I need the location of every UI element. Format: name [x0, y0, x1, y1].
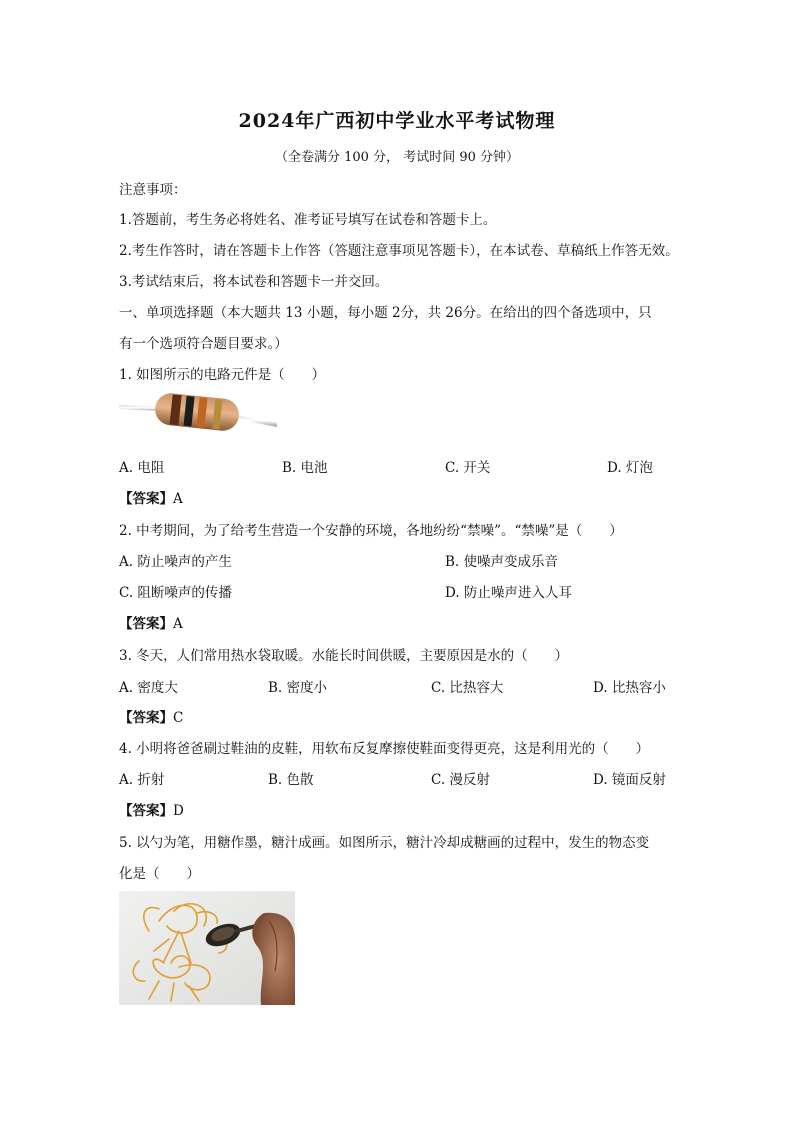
option-b: B. 色散	[268, 772, 314, 788]
question-stem: 2. 中考期间，为了给考生营造一个安静的环境，各地纷纷“禁噪”。“禁噪”是（ ）	[119, 523, 623, 539]
question-stem: 4. 小明将爸爸刷过鞋油的皮鞋，用软布反复摩擦使鞋面变得更亮，这是利用光的（ ）	[119, 741, 650, 757]
notes-item: 2.考生作答时，请在答题卡上作答（答题注意事项见答题卡），在本试卷、草稿纸上作答无效。	[119, 243, 679, 259]
option-a: A. 防止噪声的产生	[119, 554, 232, 570]
question-stem: 5. 以勺为笔，用糖作墨，糖汁成画。如图所示，糖汁冷却成糖画的过程中，发生的物态变	[119, 835, 650, 851]
sugar-painting-photo	[119, 891, 295, 1005]
answer-label: 【答案】	[119, 710, 173, 726]
section-heading-cont: 有一个选项符合题目要求。）	[119, 336, 288, 352]
option-d: D. 防止噪声进入人耳	[445, 585, 572, 601]
option-d: D. 比热容小	[593, 680, 666, 696]
option-d: D. 镜面反射	[593, 772, 666, 788]
option-c: C. 比热容大	[431, 680, 504, 696]
option-a: A. 折射	[119, 772, 165, 788]
answer-value: A	[173, 616, 183, 632]
answer-value: A	[173, 491, 183, 507]
answer-value: C	[173, 710, 184, 726]
answer-line	[119, 706, 183, 726]
option-c: C. 阻断噪声的传播	[119, 585, 232, 601]
answer-line	[119, 612, 183, 632]
answer-value: D	[173, 803, 184, 819]
option-c: C. 漫反射	[431, 772, 490, 788]
resistor-figure	[119, 390, 279, 434]
section-heading: 一、单项选择题（本大题共 13 小题，每小题 2分，共 26分。在给出的四个备选项中，只	[119, 305, 652, 321]
question-stem: 1. 如图所示的电路元件是（ ）	[119, 367, 326, 383]
option-a: A. 电阻	[119, 460, 165, 476]
question-stem-cont: 化是（ ）	[119, 866, 200, 882]
option-b: B. 使噪声变成乐音	[445, 554, 559, 570]
answer-label: 【答案】	[119, 491, 173, 507]
page-title: 2024年广西初中学业水平考试物理	[238, 110, 556, 132]
option-b: B. 密度小	[268, 680, 328, 696]
option-d: D. 灯泡	[607, 460, 653, 476]
notes-item: 3.考试结束后，将本试卷和答题卡一并交回。	[119, 274, 389, 290]
question-stem: 3. 冬天，人们常用热水袋取暖。水能长时间供暖，主要原因是水的（ ）	[119, 648, 569, 664]
option-a: A. 密度大	[119, 680, 178, 696]
page-subtitle: （全卷满分 100 分， 考试时间 90 分钟）	[274, 150, 520, 165]
answer-label: 【答案】	[119, 803, 173, 819]
option-c: C. 开关	[445, 460, 491, 476]
notes-item: 1.答题前，考生务必将姓名、准考证号填写在试卷和答题卡上。	[119, 212, 497, 228]
notes-heading: 注意事项：	[119, 182, 187, 198]
answer-line	[119, 487, 183, 507]
answer-label: 【答案】	[119, 616, 173, 632]
option-b: B. 电池	[282, 460, 328, 476]
answer-line	[119, 799, 184, 819]
